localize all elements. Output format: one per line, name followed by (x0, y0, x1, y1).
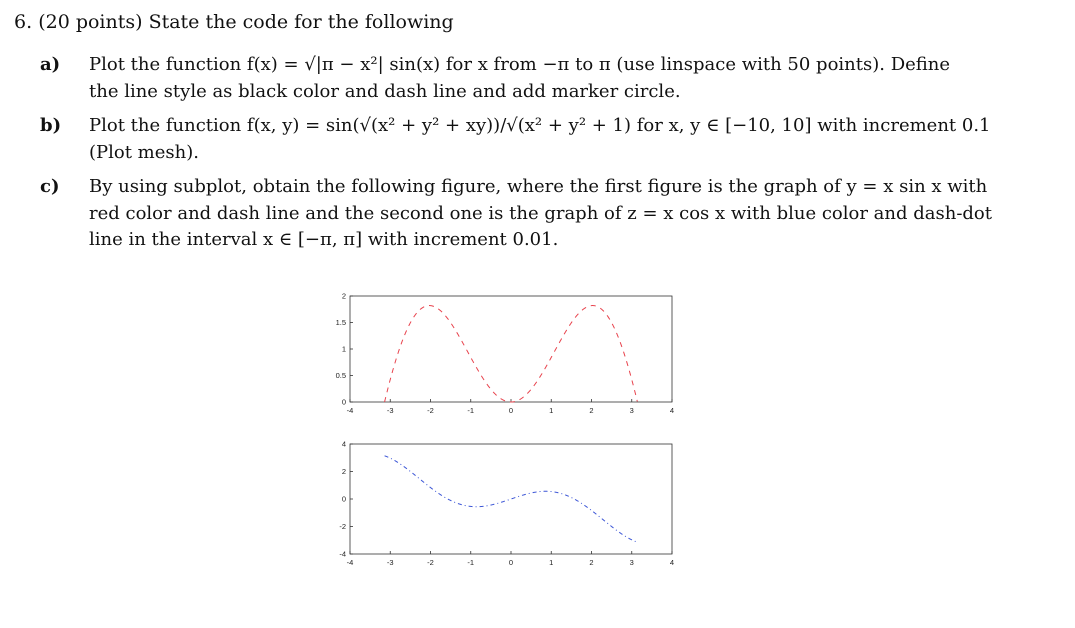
subplot-2-ytick-label: -2 (339, 522, 346, 531)
subplot-2-xtick-label: -3 (386, 558, 394, 567)
subplot-2-xtick-label: 1 (549, 558, 554, 567)
subplot-2-series-line (385, 456, 638, 542)
subplot-2-ytick-label: 4 (341, 439, 346, 449)
question-header (14, 9, 454, 35)
subplot-2-ytick-label: 2 (341, 467, 346, 476)
part-b-line-2: (Plot mesh). (89, 142, 199, 163)
part-c-line-2: red color and dash line and the second one is the graph of z = x cos x with blue color and dash-dot (89, 203, 992, 224)
subplot-1-ytick-label: 1 (341, 344, 346, 354)
subplot-1-ytick-label: 0.5 (335, 371, 346, 380)
part-c-line-1: By using subplot, obtain the following figure, where the first figure is the graph of y = x sin x with (89, 176, 988, 197)
subplot-1-xtick-label: 4 (669, 406, 675, 415)
subplot-2-xtick-label: -1 (467, 558, 475, 567)
subplot-2-xtick-label: -4 (346, 558, 354, 567)
subplot-2-xtick-label: 4 (669, 558, 675, 567)
part-a-label: a) (40, 54, 61, 75)
part-c-line-3: line in the interval x ∈ [−π, π] with increment 0.01. (89, 229, 559, 250)
subplot-2-xtick-label: 0 (508, 558, 514, 567)
subplot-1-xtick-label: 0 (508, 406, 514, 415)
part-b-label: b) (40, 115, 62, 136)
subplot-1-xtick-label: -4 (346, 406, 354, 415)
subplot-2-ytick-label: 0 (341, 494, 346, 504)
subplot-1-axes (350, 296, 672, 402)
question-number: 6. (14, 11, 33, 33)
subplot-1-series-line (385, 306, 638, 402)
subplot-1-ytick-label: 1.5 (335, 318, 346, 327)
part-a-line-2: the line style as black color and dash line and add marker circle. (89, 81, 681, 102)
part-b-line-1: Plot the function f(x, y) = sin(√(x² + y² + xy))/√(x² + y² + 1) for x, y ∈ [−10, 10] with increment 0.1 (89, 115, 991, 136)
subplot-2-xtick-label: 2 (589, 558, 594, 567)
subplot-1-xtick-label: -1 (467, 406, 475, 415)
part-c-label: c) (40, 176, 60, 197)
subplot-1-xtick-label: 1 (549, 406, 554, 415)
subplot-1-xtick-label: 3 (629, 406, 634, 415)
subplot-2-axes (350, 444, 672, 554)
question-title: (20 points) State the code for the following (38, 11, 454, 33)
subplot-1-xtick-label: -3 (386, 406, 394, 415)
part-b (40, 113, 991, 163)
part-a-line-1: Plot the function f(x) = √|π − x²| sin(x) for x from −π to π (use linspace with 50 points). Define (89, 54, 951, 75)
subplot-1-xtick-label: -2 (427, 406, 434, 415)
subplot-2-xtick-label: 3 (629, 558, 634, 567)
subplot-2-xtick-label: -2 (427, 558, 434, 567)
subplot-1-ytick-label: 2 (341, 291, 346, 301)
part-a (40, 52, 951, 102)
subplot-1-xtick-label: 2 (589, 406, 594, 415)
subplot-2-ytick-label: -4 (339, 549, 346, 559)
subplot-1-ytick-label: 0 (341, 397, 346, 407)
subplot-figure (320, 284, 700, 574)
part-c (40, 174, 992, 250)
